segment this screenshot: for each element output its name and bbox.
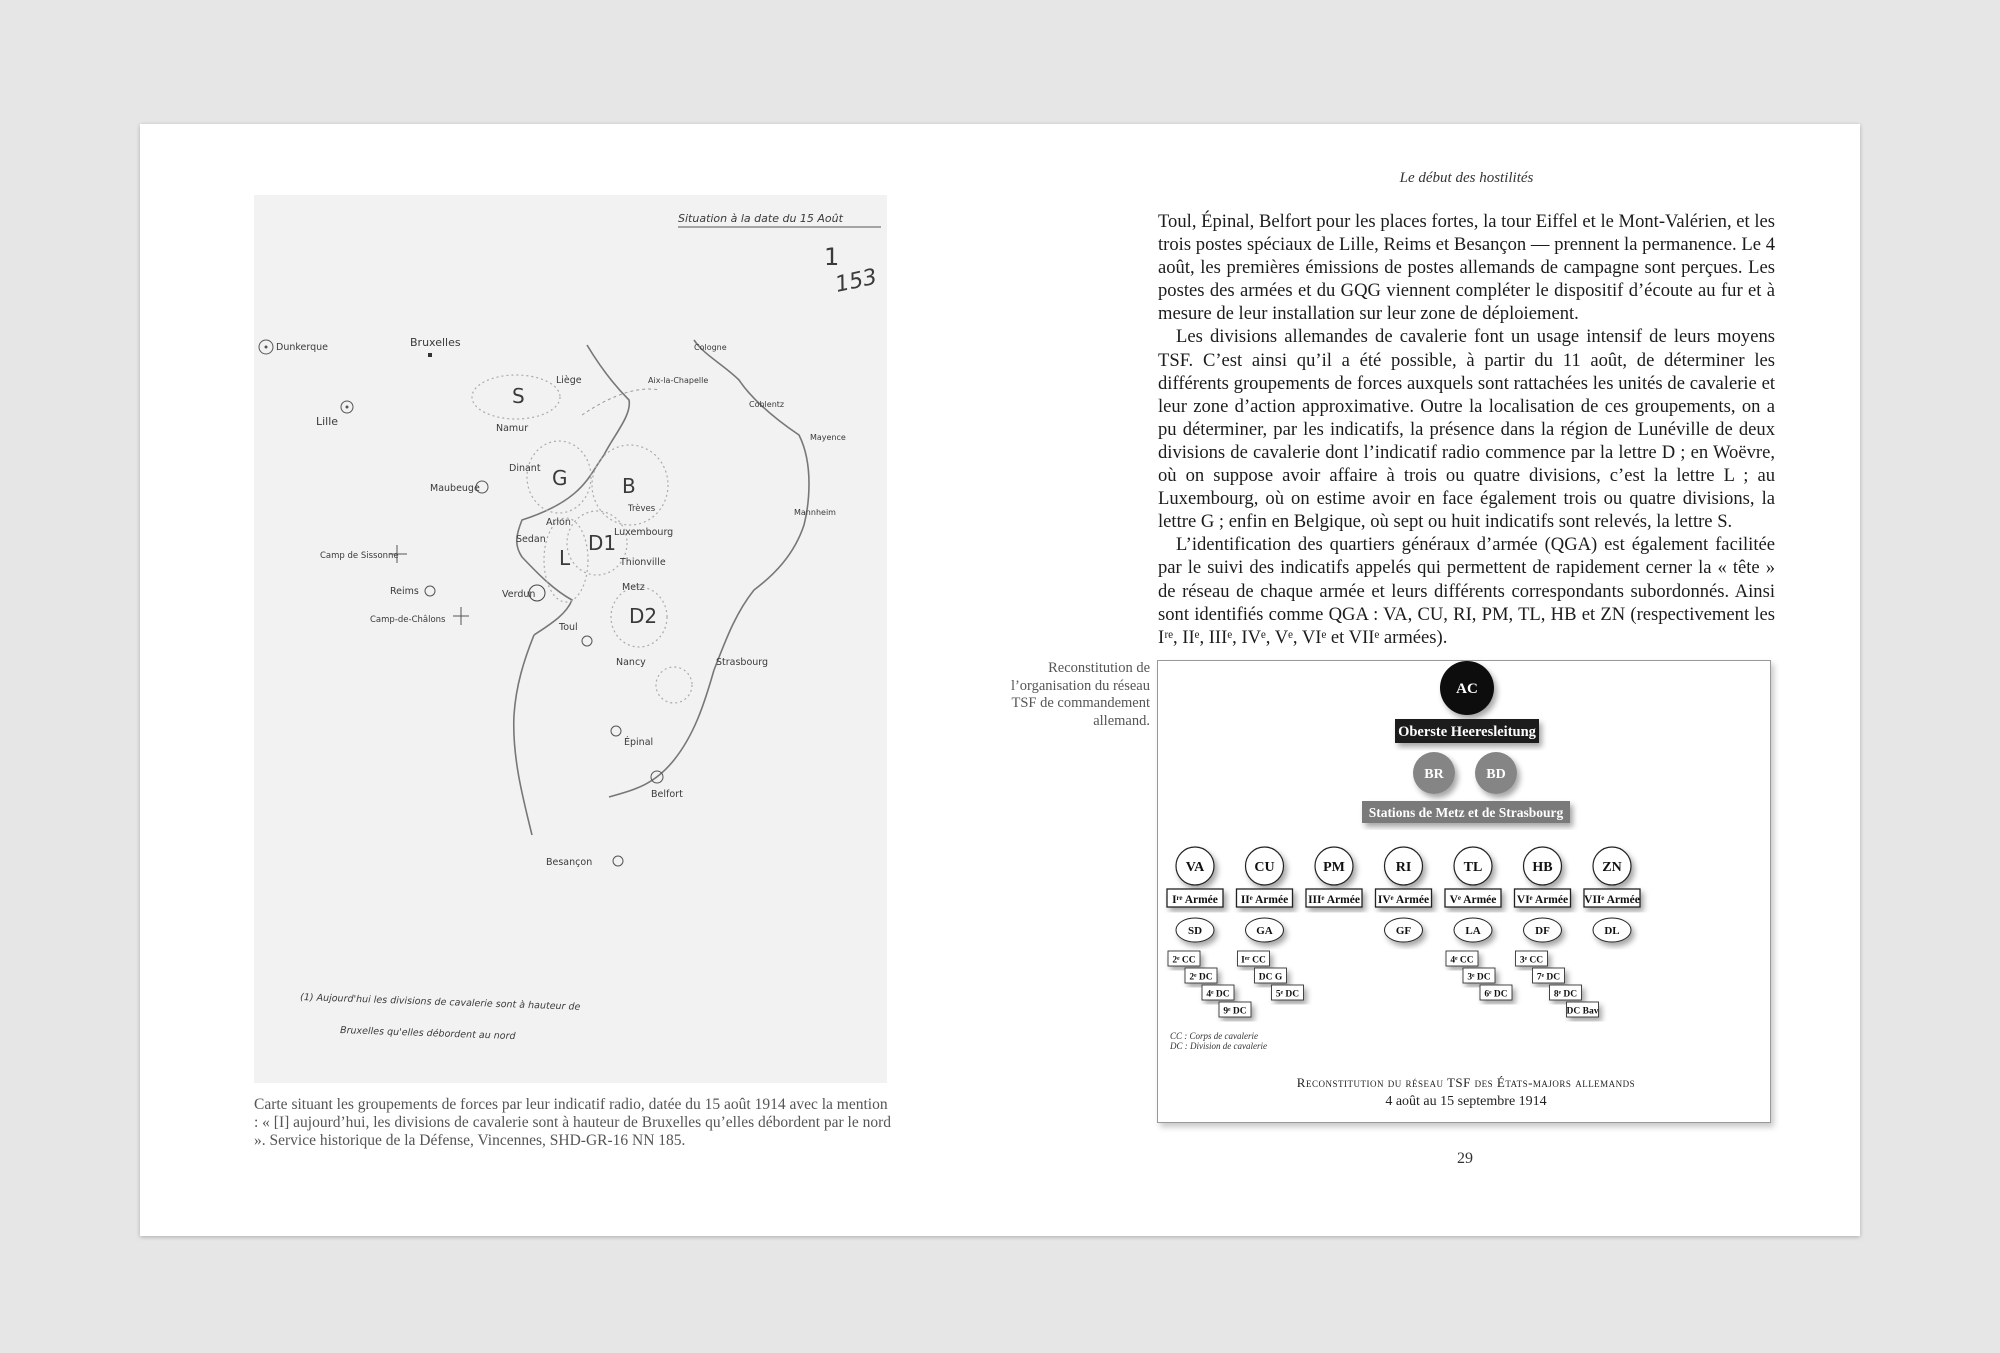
place-aix-la-chapelle: Aix-la-Chapelle: [648, 376, 709, 385]
cavalry-unit: DC Bav: [1566, 1006, 1599, 1017]
place-camp-sissonne: Camp de Sissonne: [320, 551, 399, 561]
map-number: 1: [824, 243, 840, 271]
army-label: VIᵉ Armée: [1516, 894, 1569, 906]
network-diagram-svg: [1158, 661, 1770, 1122]
place-strasbourg: Strasbourg: [716, 657, 769, 668]
cavalry-unit: 6ᵉ DC: [1484, 989, 1508, 1000]
cavalry-code: DF: [1535, 925, 1550, 937]
army-code-zn: ZN: [1602, 860, 1622, 875]
place-bruxelles: Bruxelles: [410, 336, 461, 349]
node-bd-label: BD: [1486, 767, 1506, 782]
map-archive-number: 153: [833, 264, 880, 298]
place-lille: Lille: [316, 415, 339, 428]
ohl-label: Oberste Heeresleitung: [1398, 724, 1536, 740]
paragraph: L’identification des quartiers généraux d’armée (QGA) est également facilitée par le suivi des indicatifs appelés qui permettent de rapidement cerner la « tête » de réseau de chaque armée et leurs différents correspondants subordonnés. Ainsi sont identifiés comme QGA : VA, CU, RI, PM, TL, HB et ZN (respectivement les Iʳᵉ, IIᵉ, IIIᵉ, IVᵉ, Vᵉ, VIᵉ et VIIᵉ armées).: [1158, 534, 1775, 648]
army-code-ri: RI: [1395, 860, 1412, 875]
place-namur: Namur: [496, 423, 529, 434]
body-text: [1158, 210, 1775, 649]
army-code-pm: PM: [1323, 860, 1345, 875]
place-treves: Trèves: [628, 504, 656, 514]
place-mayence: Mayence: [810, 433, 846, 442]
cavalry-unit: 3ᵉ DC: [1467, 972, 1491, 983]
node-br-label: BR: [1424, 767, 1444, 782]
page-number: 29: [1457, 1150, 1473, 1167]
army-label: VIIᵉ Armée: [1584, 894, 1640, 906]
army-label: IIᵉ Armée: [1240, 894, 1289, 906]
place-dinant: Dinant: [509, 463, 541, 474]
place-thionville: Thionville: [620, 557, 666, 568]
cavalry-unit: 4ᵉ CC: [1450, 955, 1474, 966]
army-label: Vᵉ Armée: [1449, 894, 1497, 906]
place-maubeuge: Maubeuge: [430, 483, 480, 494]
cavalry-unit: 9ᵉ DC: [1223, 1006, 1247, 1017]
paragraph: Les divisions allemandes de cavalerie font un usage intensif de leurs moyens TSF. C’est ainsi qu’il a été possible, à partir du 11 août, de déterminer les différents groupements de forces auxquels sont rattachées les unités de cavalerie et leur zone d’action approximative. Outre la localisation de ces groupements, on a pu déterminer, par les indicatifs, la présence dans la région de Lunéville de deux divisions de cavalerie dont l’indicatif radio commence par la lettre D ; en Woëvre, où on suppose avoir affaire à trois ou quatre divisions, c’est la lettre L ; au Luxembourg, où on estime avoir en face également trois ou quatre divisions, la lettre G ; enfin en Belgique, où sept ou huit indicatifs sont relevés, la lettre S.: [1158, 326, 1775, 533]
place-toul: Toul: [559, 622, 578, 633]
cavalry-code: SD: [1187, 925, 1203, 937]
army-label: IIIᵉ Armée: [1308, 894, 1360, 906]
army-label: Iʳᵉ Armée: [1172, 894, 1218, 906]
army-code-va: VA: [1185, 860, 1205, 875]
group-l: L: [559, 546, 571, 570]
cavalry-code: GF: [1395, 925, 1412, 937]
place-reims: Reims: [390, 586, 419, 597]
place-verdun: Verdun: [502, 589, 536, 600]
hand-drawn-map: [254, 195, 887, 1083]
cavalry-unit: Iᵉʳ CC: [1241, 955, 1266, 966]
place-liege: Liège: [556, 375, 582, 386]
cavalry-unit: 4ᵉ DC: [1206, 989, 1230, 1000]
place-nancy: Nancy: [616, 657, 646, 668]
node-ac-label: AC: [1456, 681, 1478, 697]
cavalry-unit: 2ᵉ DC: [1189, 972, 1213, 983]
group-s: S: [512, 384, 525, 408]
map-note-line2: Bruxelles qu'elles débordent au nord: [339, 1025, 516, 1043]
legend-cc: CC : Corps de cavalerie: [1170, 1031, 1258, 1041]
paragraph: Toul, Épinal, Belfort pour les places fortes, la tour Eiffel et le Mont-Valérien, et les trois postes spéciaux de Lille, Reims et Besançon — prennent la permanence. Le 4 août, les premières émissions de postes allemands de campagne sont perçues. Les postes des armées et du GQG viennent compléter le dispositif d’écoute au fur et à mesure de leur installation sur leur zone de déploiement.: [1158, 211, 1775, 325]
place-metz: Metz: [622, 582, 645, 593]
group-d1: D1: [588, 531, 617, 555]
running-head: Le début des hostilités: [1399, 170, 1534, 186]
place-belfort: Belfort: [651, 789, 683, 800]
cavalry-unit: 7ᵉ DC: [1536, 972, 1561, 983]
stations-label: Stations de Metz et de Strasbourg: [1368, 805, 1564, 820]
place-cologne: Cologne: [694, 343, 727, 352]
map-caption: Carte situant les groupements de forces par leur indicatif radio, datée du 15 août 1914 avec la mention : « [I] aujourd’hui, les divisions de cavalerie sont à hauteur de Bruxelles qu’elles débordent par le nord ». Service historique de la Défense, Vincennes, SHD-GR-16 NN 185.: [254, 1096, 892, 1149]
place-arlon: Arlon: [546, 517, 571, 528]
group-d2: D2: [629, 604, 658, 628]
army-code-hb: HB: [1532, 860, 1553, 875]
map-note-line1: (1) Aujourd'hui les divisions de cavalerie sont à hauteur de: [299, 992, 581, 1013]
place-sedan: Sedan: [516, 534, 546, 545]
army-code-tl: TL: [1463, 860, 1483, 875]
cavalry-unit: 8ᵉ DC: [1553, 989, 1578, 1000]
diagram-side-caption: Reconstitution de l’organisation du réseau TSF de commandement allemand.: [1010, 660, 1150, 729]
place-dunkerque: Dunkerque: [276, 342, 328, 353]
place-luxembourg: Luxembourg: [614, 527, 674, 538]
legend-dc: DC : Division de cavalerie: [1170, 1041, 1267, 1051]
place-besancon: Besançon: [546, 857, 593, 868]
cavalry-unit: 2ᵉ CC: [1172, 955, 1196, 966]
map-title: Situation à la date du 15 Août: [678, 212, 843, 225]
group-b: B: [622, 474, 636, 498]
army-label: IVᵉ Armée: [1377, 894, 1430, 906]
place-coblentz: Coblentz: [749, 400, 785, 409]
cavalry-unit: 5ᵉ DC: [1275, 989, 1300, 1000]
diagram-dates: 4 août au 15 septembre 1914: [1385, 1094, 1547, 1109]
group-g: G: [552, 466, 568, 490]
network-diagram: [1157, 660, 1771, 1123]
army-code-cu: CU: [1254, 860, 1275, 875]
cavalry-unit: DC G: [1258, 972, 1283, 983]
cavalry-code: LA: [1465, 925, 1481, 937]
diagram-title: Reconstitution du réseau TSF des États-majors allemands: [1296, 1075, 1636, 1090]
cavalry-code: GA: [1256, 925, 1273, 937]
place-camp-chalons: Camp-de-Châlons: [370, 615, 446, 625]
place-mannheim: Mannheim: [794, 508, 836, 517]
cavalry-unit: 3ᵉ CC: [1519, 955, 1544, 966]
archival-map-photo: [254, 195, 887, 1083]
place-epinal: Épinal: [624, 737, 654, 748]
cavalry-code: DL: [1604, 925, 1620, 937]
